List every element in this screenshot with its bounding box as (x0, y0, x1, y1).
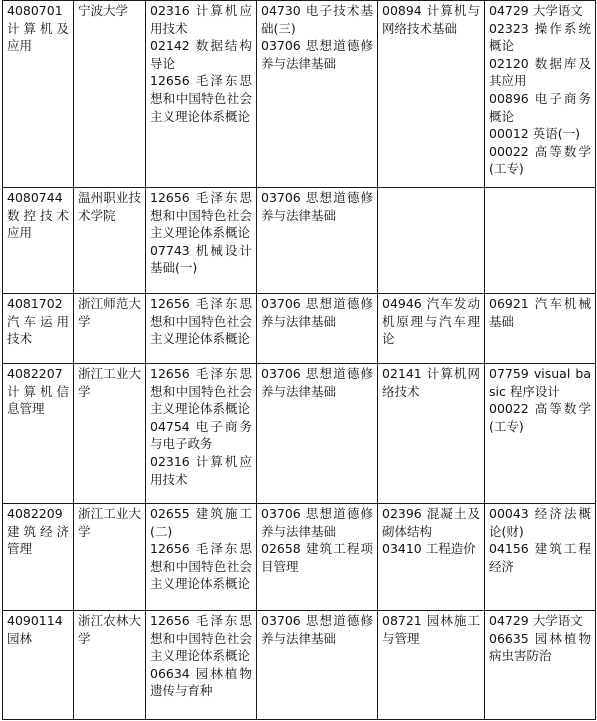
course-entry: 04156 建筑工程经济 (489, 541, 591, 574)
document-page (2, 0, 595, 720)
course-cell-3 (378, 611, 485, 720)
course-entry: 12656 毛泽东思想和中国特色社会主义理论体系概论 (150, 296, 252, 347)
course-entry: 00012 英语(一) (489, 126, 580, 142)
course-entry: 02316 计算机应用技术 (150, 3, 252, 36)
course-cell-2 (257, 611, 378, 720)
school-cell: 浙江农林大学 (74, 611, 146, 720)
course-cell-4 (485, 188, 596, 294)
table-row (3, 364, 596, 504)
course-entry: 02396 混凝土及砌体结构 (382, 506, 480, 539)
course-entry: 12656 毛泽东思想和中国特色社会主义理论体系概论 (150, 613, 252, 664)
course-cell-4 (485, 504, 596, 611)
course-cell-1 (146, 504, 257, 611)
table-body (3, 1, 596, 720)
course-entry: 00043 经济法概论(财) (489, 506, 591, 539)
table-row (3, 1, 596, 188)
course-cell-1 (146, 1, 257, 188)
course-entry: 04730 电子技术基础(三) (261, 3, 373, 36)
school-cell: 宁波大学 (74, 1, 146, 188)
course-entry: 02316 计算机应用技术 (150, 453, 252, 487)
course-cell-4 (485, 294, 596, 364)
major-cell: 4080701计算机及应用 (3, 1, 74, 188)
course-entry: 00894 计算机与网络技术基础 (382, 3, 480, 36)
course-cell-1 (146, 611, 257, 720)
course-entry: 02120 数据库及其应用 (489, 55, 591, 89)
course-cell-3 (378, 364, 485, 504)
course-cell-3 (378, 188, 485, 294)
course-cell-2 (257, 188, 378, 294)
school-cell: 浙江工业大学 (74, 504, 146, 611)
course-cell-2 (257, 504, 378, 611)
course-entry: 12656 毛泽东思想和中国特色社会主义理论体系概论 (150, 366, 252, 417)
course-cell-3 (378, 294, 485, 364)
course-entry: 03706 思想道德修养与法律基础 (261, 613, 373, 646)
table-row (3, 611, 596, 720)
course-entry: 03410 工程造价 (382, 541, 476, 557)
course-entry: 00022 高等数学(工专) (489, 143, 591, 177)
course-entry: 12656 毛泽东思想和中国特色社会主义理论体系概论 (150, 73, 252, 124)
course-entry: 02323 操作系统概论 (489, 20, 591, 54)
major-cell: 4082209建筑经济管理 (3, 504, 74, 611)
major-cell: 4080744数控技术应用 (3, 188, 74, 294)
table-row (3, 188, 596, 294)
course-entry: 06634 园林植物遗传与育种 (150, 665, 252, 699)
course-cell-4 (485, 611, 596, 720)
course-cell-1 (146, 294, 257, 364)
course-table (2, 0, 596, 720)
school-cell: 温州职业技术学院 (74, 188, 146, 294)
course-cell-2 (257, 1, 378, 188)
course-entry: 00896 电子商务概论 (489, 90, 591, 124)
course-entry: 03706 思想道德修养与法律基础 (261, 296, 373, 329)
course-entry: 04729 大学语文 (489, 613, 583, 628)
course-entry: 06635 园林植物病虫害防治 (489, 630, 591, 664)
course-entry: 02142 数据结构导论 (150, 38, 252, 71)
course-entry: 12656 毛泽东思想和中国特色社会主义理论体系概论 (150, 541, 252, 592)
course-entry: 08721 园林施工与管理 (382, 613, 480, 646)
school-cell: 浙江工业大学 (74, 364, 146, 504)
course-entry: 02658 建筑工程项目管理 (261, 541, 373, 574)
course-cell-2 (257, 364, 378, 504)
course-entry: 06921 汽车机械基础 (489, 296, 591, 329)
course-entry: 04946 汽车发动机原理与汽车理论 (382, 296, 480, 347)
course-entry: 03706 思想道德修养与法律基础 (261, 190, 373, 223)
course-entry: 02141 计算机网络技术 (382, 366, 480, 399)
course-entry: 02655 建筑施工(二) (150, 506, 252, 539)
course-cell-4 (485, 1, 596, 188)
course-cell-1 (146, 188, 257, 294)
course-entry: 03706 思想道德修养与法律基础 (261, 366, 373, 399)
course-cell-3 (378, 504, 485, 611)
course-entry: 03706 思想道德修养与法律基础 (261, 506, 373, 539)
course-cell-2 (257, 294, 378, 364)
table-row (3, 504, 596, 611)
course-entry: 04754 电子商务与电子政务 (150, 418, 252, 452)
school-cell: 浙江师范大学 (74, 294, 146, 364)
course-cell-3 (378, 1, 485, 188)
major-cell: 4090114园林 (3, 611, 74, 720)
course-entry: 07759 visual basic 程序设计 (489, 366, 591, 399)
course-cell-1 (146, 364, 257, 504)
course-cell-4 (485, 364, 596, 504)
major-cell: 4082207计算机信息管理 (3, 364, 74, 504)
major-cell: 4081702汽车运用技术 (3, 294, 74, 364)
course-entry: 00022 高等数学(工专) (489, 401, 591, 434)
course-entry: 12656 毛泽东思想和中国特色社会主义理论体系概论 (150, 190, 252, 241)
course-entry: 03706 思想道德修养与法律基础 (261, 38, 373, 71)
course-entry: 04729 大学语文 (489, 3, 583, 18)
table-row (3, 294, 596, 364)
course-entry: 07743 机械设计基础(一) (150, 242, 252, 276)
